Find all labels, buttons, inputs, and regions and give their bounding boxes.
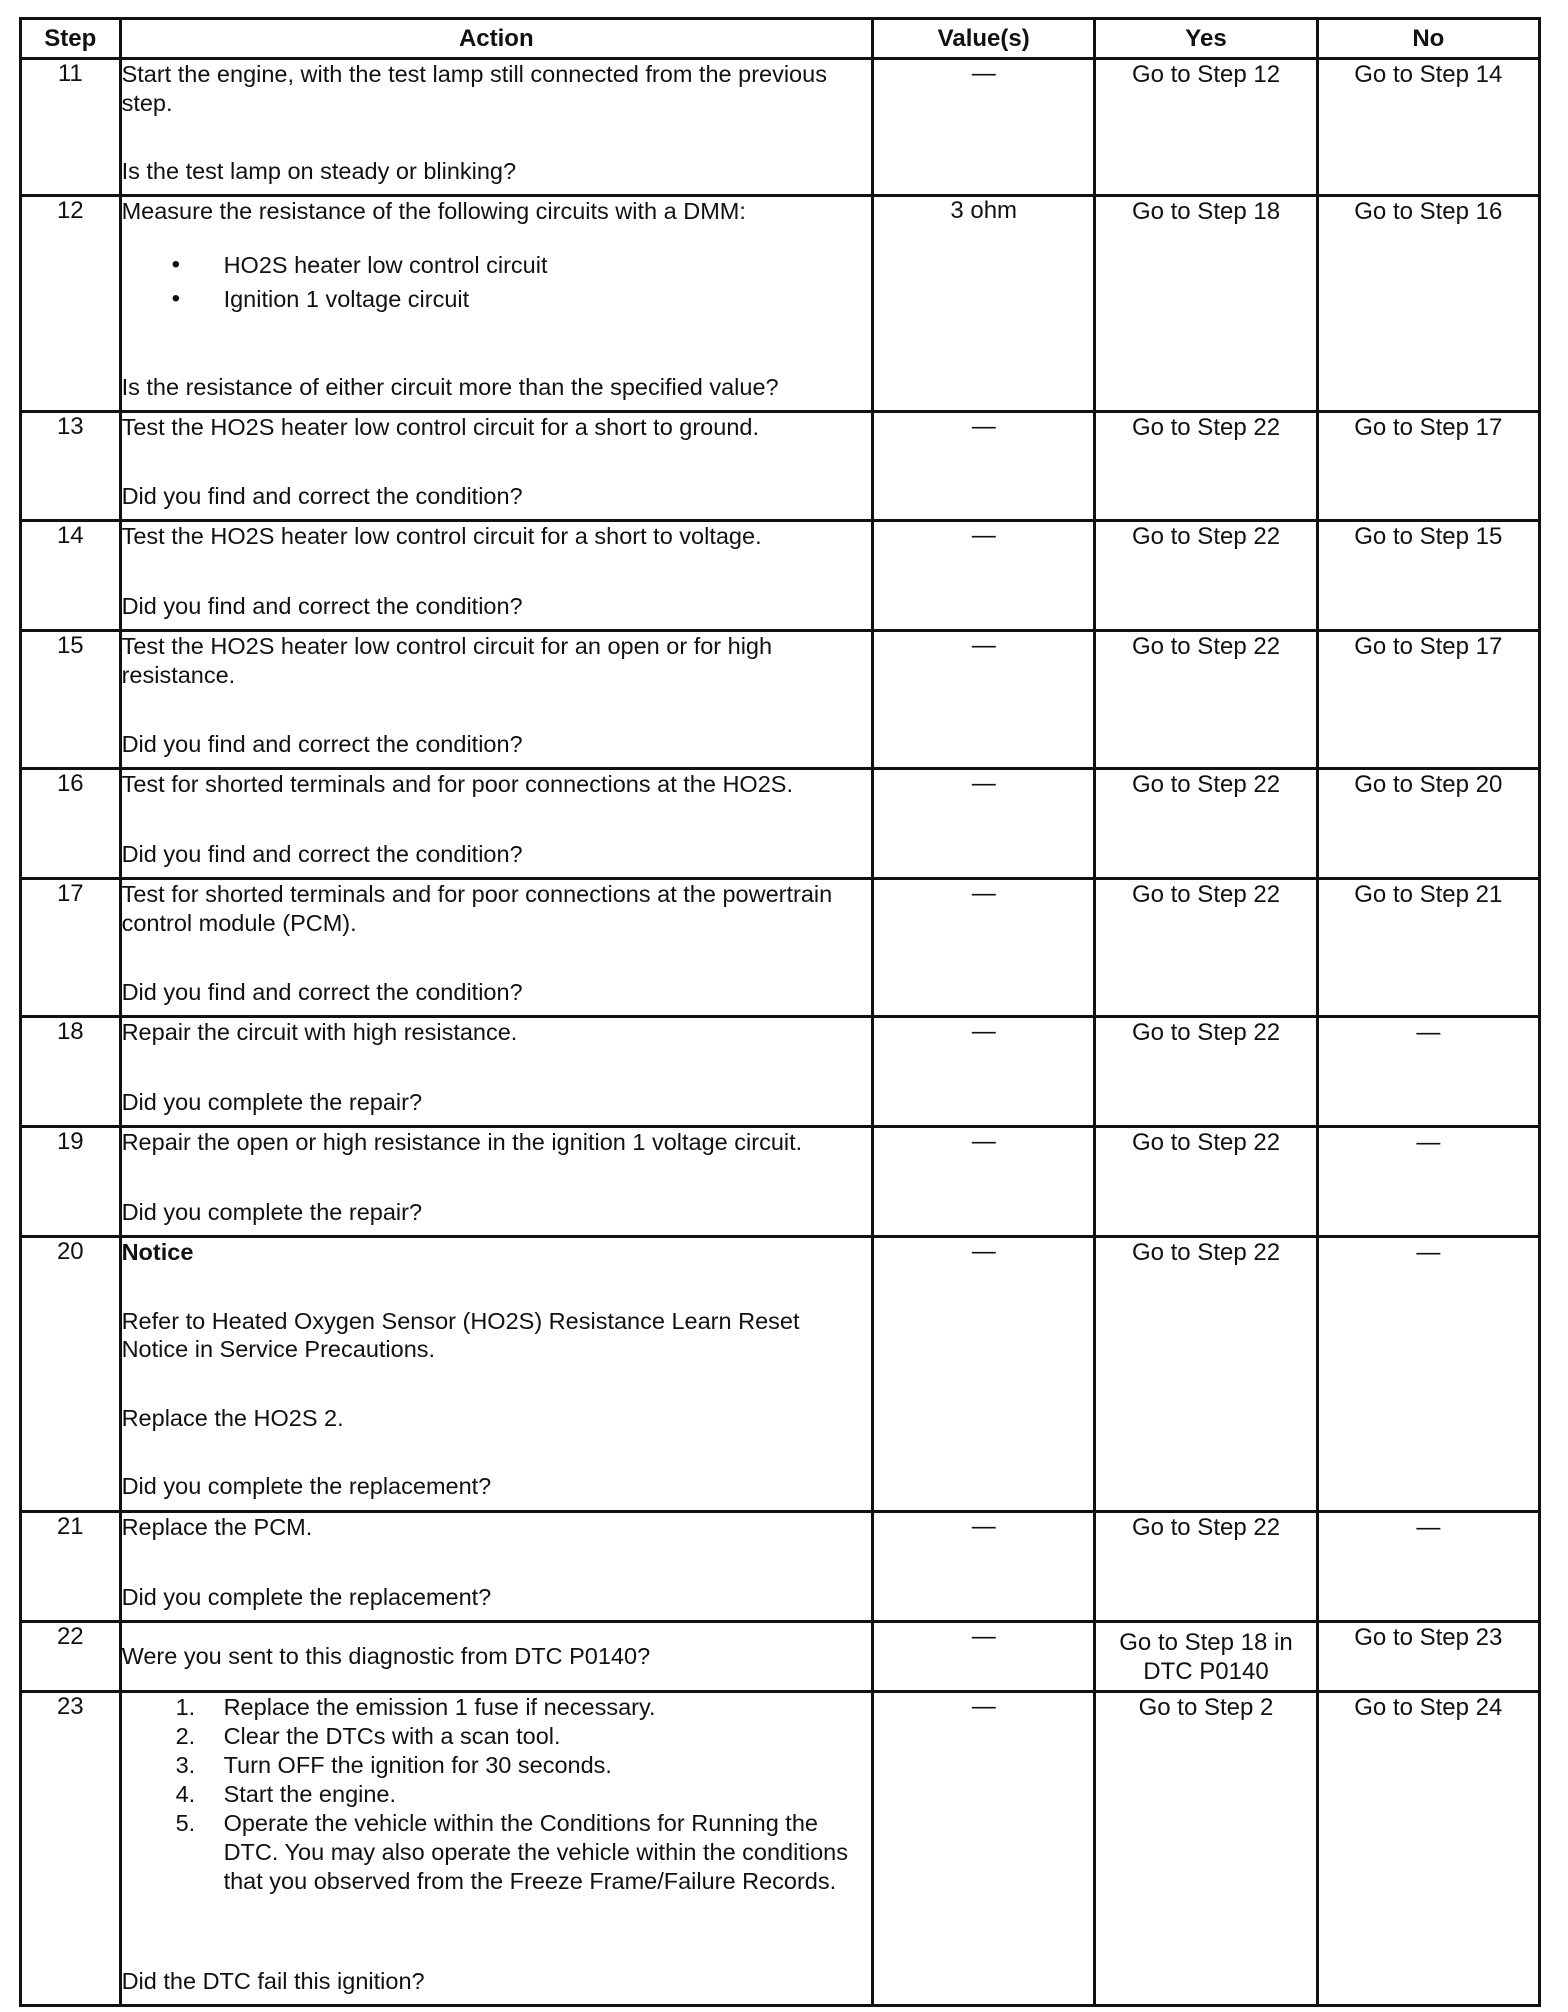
no-cell: Go to Step 17 xyxy=(1317,412,1539,521)
table-row xyxy=(21,412,1540,521)
yes-cell: Go to Step 22 xyxy=(1095,1127,1317,1237)
yes-cell: Go to Step 22 xyxy=(1095,769,1317,879)
action-question: Were you sent to this diagnostic from DTC P0140? xyxy=(121,1643,651,1670)
action-cell xyxy=(120,521,872,631)
list-item: 5. Operate the vehicle within the Conditions for Running the DTC. You may also operate the vehicle within the conditions that you observed from the Freeze Frame/Failure Records. xyxy=(175,1810,848,1894)
header-value: Value(s) xyxy=(873,19,1095,59)
table-row xyxy=(21,59,1540,196)
step-number: 19 xyxy=(21,1127,121,1237)
list-item: 4. Start the engine. xyxy=(175,1781,397,1807)
header-yes: Yes xyxy=(1095,19,1317,59)
yes-cell: Go to Step 22 xyxy=(1095,879,1317,1017)
list-item: • Ignition 1 voltage circuit xyxy=(122,282,871,316)
action-cell xyxy=(120,412,872,521)
action-cell xyxy=(120,631,872,769)
table-row xyxy=(21,1237,1540,1512)
action-text: Measure the resistance of the following circuits with a DMM: xyxy=(121,198,746,224)
value-cell: — xyxy=(873,412,1095,521)
header-row xyxy=(21,19,1540,59)
list-item: 3. Turn OFF the ignition for 30 seconds. xyxy=(175,1752,612,1778)
value-cell: — xyxy=(873,1237,1095,1512)
action-question: Did you complete the replacement? xyxy=(121,1583,492,1610)
action-question: Did you complete the replacement? xyxy=(121,1473,492,1500)
notice-title: Notice xyxy=(121,1239,194,1265)
value-cell: — xyxy=(873,59,1095,196)
action-cell xyxy=(120,769,872,879)
header-no: No xyxy=(1317,19,1539,59)
notice-text: Refer to Heated Oxygen Sensor (HO2S) Resistance Learn Reset Notice in Service Precautions. xyxy=(121,1307,800,1363)
action-question: Did you find and correct the condition? xyxy=(121,482,523,509)
value-cell: — xyxy=(873,631,1095,769)
action-cell xyxy=(120,1017,872,1127)
no-cell: Go to Step 21 xyxy=(1317,879,1539,1017)
header-step: Step xyxy=(21,19,121,59)
no-cell: — xyxy=(1317,1237,1539,1512)
table-row xyxy=(21,1127,1540,1237)
action-cell xyxy=(120,1692,872,2006)
action-text: Replace the PCM. xyxy=(121,1514,313,1540)
action-question: Is the test lamp on steady or blinking? xyxy=(121,157,517,184)
yes-cell: Go to Step 22 xyxy=(1095,1017,1317,1127)
header-action: Action xyxy=(120,19,872,59)
action-question: Did you complete the repair? xyxy=(121,1088,423,1115)
table-row xyxy=(21,1622,1540,1692)
value-cell: — xyxy=(873,1512,1095,1622)
no-cell: Go to Step 24 xyxy=(1317,1692,1539,2006)
action-text: Start the engine, with the test lamp still connected from the previous step. xyxy=(121,61,827,116)
list-item: • HO2S heater low control circuit xyxy=(122,248,871,282)
yes-cell: Go to Step 22 xyxy=(1095,521,1317,631)
yes-cell: Go to Step 12 xyxy=(1095,59,1317,196)
value-cell: 3 ohm xyxy=(873,196,1095,412)
yes-line-2: DTC P0140 xyxy=(1143,1657,1269,1685)
step-number: 11 xyxy=(21,59,121,196)
no-cell: — xyxy=(1317,1017,1539,1127)
diagnostic-table-container xyxy=(19,17,1541,2007)
no-cell: Go to Step 20 xyxy=(1317,769,1539,879)
table-row xyxy=(21,769,1540,879)
value-cell: — xyxy=(873,1622,1095,1692)
action-question: Did you complete the repair? xyxy=(121,1198,423,1225)
action-question: Did you find and correct the condition? xyxy=(121,978,523,1005)
value-cell: — xyxy=(873,1127,1095,1237)
list-item: 1. Replace the emission 1 fuse if necessary. xyxy=(175,1694,656,1720)
action-cell xyxy=(120,59,872,196)
action-cell xyxy=(120,196,872,412)
value-cell: — xyxy=(873,879,1095,1017)
action-cell xyxy=(120,1127,872,1237)
table-row xyxy=(21,1017,1540,1127)
yes-cell: Go to Step 18 xyxy=(1095,196,1317,412)
action-text: Test for shorted terminals and for poor connections at the HO2S. xyxy=(121,771,793,797)
action-text: Repair the circuit with high resistance. xyxy=(121,1019,518,1045)
step-number: 16 xyxy=(21,769,121,879)
yes-cell: Go to Step 22 xyxy=(1095,631,1317,769)
no-cell: Go to Step 16 xyxy=(1317,196,1539,412)
action-text: Test the HO2S heater low control circuit for a short to ground. xyxy=(121,414,759,440)
step-number: 20 xyxy=(21,1237,121,1512)
table-row xyxy=(21,521,1540,631)
no-cell: Go to Step 14 xyxy=(1317,59,1539,196)
action-text: Test the HO2S heater low control circuit for an open or for high resistance. xyxy=(121,633,773,688)
no-cell: Go to Step 17 xyxy=(1317,631,1539,769)
yes-cell xyxy=(1095,1622,1317,1692)
step-number: 21 xyxy=(21,1512,121,1622)
value-cell: — xyxy=(873,769,1095,879)
table-row xyxy=(21,1512,1540,1622)
step-number: 17 xyxy=(21,879,121,1017)
action-text: Repair the open or high resistance in the ignition 1 voltage circuit. xyxy=(121,1129,803,1155)
action-cell xyxy=(120,1622,872,1692)
action-text: Test the HO2S heater low control circuit for a short to voltage. xyxy=(121,523,762,549)
value-cell: — xyxy=(873,1692,1095,2006)
table-row xyxy=(21,196,1540,412)
no-cell: — xyxy=(1317,1127,1539,1237)
diagnostic-table xyxy=(19,17,1541,2007)
value-cell: — xyxy=(873,521,1095,631)
yes-cell: Go to Step 22 xyxy=(1095,1512,1317,1622)
action-cell xyxy=(120,879,872,1017)
action-text: Test for shorted terminals and for poor connections at the powertrain control module (PCM). xyxy=(121,881,833,936)
yes-cell: Go to Step 22 xyxy=(1095,412,1317,521)
numbered-list xyxy=(122,1693,871,1896)
action-question: Did you find and correct the condition? xyxy=(121,730,523,757)
table-row xyxy=(21,879,1540,1017)
no-cell: Go to Step 15 xyxy=(1317,521,1539,631)
action-question: Did you find and correct the condition? xyxy=(121,592,523,619)
step-number: 14 xyxy=(21,521,121,631)
yes-cell: Go to Step 2 xyxy=(1095,1692,1317,2006)
action-cell xyxy=(120,1237,872,1512)
value-cell: — xyxy=(873,1017,1095,1127)
step-number: 15 xyxy=(21,631,121,769)
action-question: Is the resistance of either circuit more than the specified value? xyxy=(121,373,779,400)
step-number: 23 xyxy=(21,1692,121,2006)
step-number: 13 xyxy=(21,412,121,521)
bullet-list xyxy=(122,248,871,316)
table-row xyxy=(21,631,1540,769)
step-number: 18 xyxy=(21,1017,121,1127)
no-cell: — xyxy=(1317,1512,1539,1622)
action-question: Did the DTC fail this ignition? xyxy=(121,1967,425,1994)
list-item: 2. Clear the DTCs with a scan tool. xyxy=(175,1723,561,1749)
no-cell: Go to Step 23 xyxy=(1317,1622,1539,1692)
step-number: 12 xyxy=(21,196,121,412)
action-text: Replace the HO2S 2. xyxy=(121,1404,344,1431)
action-cell xyxy=(120,1512,872,1622)
yes-line-1: Go to Step 18 in xyxy=(1119,1628,1293,1656)
table-row xyxy=(21,1692,1540,2006)
action-question: Did you find and correct the condition? xyxy=(121,840,523,867)
step-number: 22 xyxy=(21,1622,121,1692)
yes-cell: Go to Step 22 xyxy=(1095,1237,1317,1512)
